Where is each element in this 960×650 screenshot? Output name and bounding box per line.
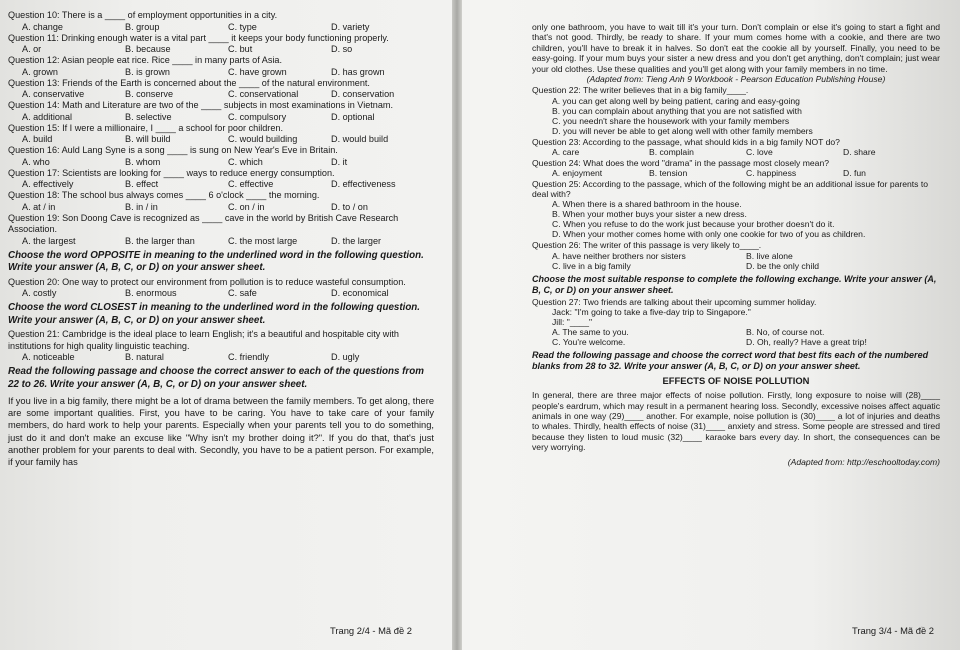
question-stem: Question 21: Cambridge is the ideal place to learn English; it's a beautiful and hospitable city with institutions for high quality linguistic teaching.	[8, 329, 399, 351]
question-stem: Question 15: If I were a millionaire, I ____ a school for poor children.	[8, 122, 283, 133]
question-19	[8, 213, 434, 247]
option-a: A. you can get along well by being patient, caring and easy-going	[552, 95, 800, 106]
instruction-passage: Read the following passage and choose the correct answer to each of the questions from 22 to 26. Write your answer (A, B, C, or D) on your answer sheet.	[8, 366, 424, 390]
option-a: A. care	[552, 146, 580, 157]
option-d: D. has grown	[331, 66, 385, 77]
options	[8, 202, 434, 213]
option-a: A. enjoyment	[552, 168, 603, 179]
option-b: B. because	[125, 44, 171, 54]
question-stem: Question 12: Asian people eat rice. Rice ____ in many parts of Asia.	[8, 55, 282, 65]
question-stem: Question 16: Auld Lang Syne is a song ____ is sung on New Year's Eve in Britain.	[8, 145, 338, 155]
option-d: D. fun	[843, 168, 866, 179]
options	[8, 112, 434, 123]
option-c: C. would building	[228, 134, 298, 144]
instruction-blanks: Read the following passage and choose the correct word that best fits each of the numbered blanks from 28 to 32. Write your answer (A, B, C, or D) on your answer sheet.	[532, 349, 929, 371]
page-footer: Trang 2/4 - Mã đề 2	[330, 625, 412, 636]
option-c: C. but	[228, 44, 253, 54]
option-d: D. variety	[331, 21, 370, 32]
question-stem: Question 19: Son Doong Cave is recognized as ____ cave in the world by British Cave Research Association.	[8, 212, 399, 234]
option-b: B. selective	[125, 111, 172, 122]
source-citation: (Adapted from: Tieng Anh 9 Workbook - Pearson Education Publishing House)	[586, 74, 886, 85]
option-c: C. on / in	[228, 201, 265, 212]
option-b: B. No, of course not.	[746, 326, 825, 337]
option-c: C. happiness	[746, 168, 797, 179]
option-d: D. economical	[331, 288, 389, 298]
question-22	[532, 85, 940, 135]
question-stem: Question 17: Scientists are looking for ____ ways to reduce energy consumption.	[8, 167, 335, 178]
question-25	[532, 179, 940, 239]
question-stem: Question 24: What does the word "drama" in the passage most closely mean?	[532, 157, 830, 168]
option-b: B. in / in	[125, 201, 158, 212]
option-b: B. whom	[125, 156, 161, 167]
question-10	[8, 10, 434, 33]
question-stem: Question 27: Two friends are talking about their upcoming summer holiday.	[532, 296, 817, 307]
options	[532, 337, 940, 347]
options	[532, 168, 940, 178]
option-d: D. conservation	[331, 89, 395, 99]
question-14	[8, 100, 434, 123]
option-a: A. who	[22, 156, 50, 167]
instruction-exchange: Choose the most suitable response to complete the following exchange. Write your answer (A, B, C, or D) on your answer sheet.	[532, 273, 937, 295]
option-c: C. You're welcome.	[552, 336, 626, 347]
options	[532, 251, 940, 261]
option-c: C. type	[228, 21, 257, 32]
options	[8, 89, 434, 100]
question-26	[532, 240, 940, 270]
option-c: C. effective	[228, 179, 274, 189]
question-21	[8, 329, 434, 363]
option-c: C. you needn't share the housework with your family members	[552, 115, 790, 126]
option-b: B. you can complain about anything that you are not satisfied with	[552, 105, 802, 116]
option-b: B. conserve	[125, 89, 174, 99]
instruction-closest: Choose the word CLOSEST in meaning to the underlined word in the following question. Write your answer (A, B, C, or D) on your answer sheet.	[8, 302, 421, 326]
option-a: A. effectively	[22, 179, 74, 189]
option-a: A. change	[22, 21, 63, 32]
question-18	[8, 190, 434, 213]
page-footer: Trang 3/4 - Mã đề 2	[852, 625, 934, 636]
option-c: C. When you refuse to do the work just because your brother doesn't do it.	[552, 219, 835, 230]
option-c: C. the most large	[228, 235, 298, 246]
option-c: C. compulsory	[228, 111, 287, 122]
option-d: D. you will never be able to get along well with other family members	[552, 125, 813, 136]
question-stem: Question 23: According to the passage, what should kids in a big family NOT do?	[532, 136, 840, 147]
options	[8, 67, 434, 78]
option-d: D. to / on	[331, 201, 368, 212]
right-page	[462, 0, 960, 650]
option-b: B. complain	[649, 146, 694, 157]
options	[8, 352, 434, 363]
option-a: A. noticeable	[22, 352, 75, 362]
options	[532, 327, 940, 337]
option-b: B. live alone	[746, 250, 793, 261]
option-a: A. costly	[22, 288, 57, 298]
dialogue-jack: Jack: "I'm going to take a five-day trip to Singapore."	[552, 306, 751, 317]
question-stem: Question 22: The writer believes that in a big family____.	[532, 85, 749, 96]
option-d: D. ugly	[331, 352, 360, 362]
option-d: D. it	[331, 156, 348, 167]
question-24	[532, 158, 940, 178]
question-stem: Question 13: Friends of the Earth is concerned about the ____ of the natural environment.	[8, 77, 370, 88]
option-a: A. or	[22, 44, 42, 54]
option-b: B. will build	[125, 134, 171, 144]
question-27	[532, 297, 940, 347]
question-17	[8, 168, 434, 191]
options	[532, 147, 940, 157]
book-gutter	[452, 0, 462, 650]
option-c: C. live in a big family	[552, 260, 631, 271]
options	[8, 179, 434, 190]
option-c: C. love	[746, 146, 773, 157]
question-11	[8, 33, 434, 56]
option-a: A. conservative	[22, 89, 85, 99]
option-a: A. build	[22, 134, 53, 144]
left-page	[0, 0, 452, 650]
option-d: D. so	[331, 44, 353, 54]
option-c: C. conservational	[228, 89, 299, 99]
options	[8, 134, 434, 145]
options	[8, 22, 434, 33]
option-b: B. group	[125, 21, 160, 32]
option-b: B. When your mother buys your sister a new dress.	[552, 209, 747, 220]
instruction-opposite: Choose the word OPPOSITE in meaning to the underlined word in the following question. Write your answer (A, B, C, or D) on your answer sheet.	[8, 249, 424, 273]
options	[8, 236, 434, 247]
option-d: D. the larger	[331, 235, 382, 246]
option-a: A. have neither brothers nor sisters	[552, 250, 686, 261]
option-a: A. at / in	[22, 201, 56, 212]
option-d: D. effectiveness	[331, 179, 396, 189]
question-stem: Question 25: According to the passage, which of the following might be an additional issue for parents to deal with?	[532, 179, 929, 200]
question-13	[8, 78, 434, 101]
option-b: B. effect	[125, 179, 159, 189]
options	[8, 288, 434, 299]
option-c: C. have grown	[228, 66, 287, 77]
question-15	[8, 123, 434, 146]
passage-continuation: only one bathroom, you have to wait till it's your turn. Don't complain or else it's going to start a fight and that's not good. Thirdly, be ready to share. If your mum comes home with a cookie, and there are two children, you'll have to break it in halves. So don't eat the cookie all by yourself. Finally, you need to be easy-going. If your mum buys your sister a new dress and you don't get anything, don't complain; just wear your old clothes. Use these qualities and you'll get along with your family members in no time.	[532, 22, 940, 74]
option-d: D. When your mother comes home with only one cookie for two of you as children.	[552, 229, 866, 240]
question-stem: Question 10: There is a ____ of employment opportunities in a city.	[8, 10, 278, 20]
option-b: B. tension	[649, 168, 688, 179]
option-d: D. be the only child	[746, 260, 820, 271]
option-d: D. optional	[331, 111, 375, 122]
question-12	[8, 55, 434, 78]
option-c: C. which	[228, 156, 263, 167]
cloze-passage: In general, there are three major effects of noise pollution. Firstly, long exposure to noise will (28)____ people's eardrum, which may result in a permanent hearing loss. Secondly, excessive noises affect aquatic animals in one way (29)____ another. For example, noise pollution is (30)____ a lot of injuries and deaths to whales. Thirdly, health effects of noise (31)____ anxiety and stress. Some people are stressed and tired because they listen to loud music (32)____ karaoke bars every day. In short, the consequences can be very worrying.	[532, 390, 940, 453]
option-d: D. share	[843, 146, 876, 157]
question-16	[8, 145, 434, 168]
option-a: A. the largest	[22, 235, 76, 246]
question-stem: Question 20: One way to protect our environment from pollution is to reduce wasteful consumption.	[8, 276, 406, 287]
dialogue-jill: Jill: "____"	[552, 316, 593, 327]
question-stem: Question 26: The writer of this passage is very likely to____.	[532, 240, 762, 251]
option-a: A. When there is a shared bathroom in the house.	[552, 199, 742, 210]
question-stem: Question 11: Drinking enough water is a vital part ____ it keeps your body functioning properly.	[8, 32, 389, 43]
option-c: C. safe	[228, 288, 257, 298]
reading-passage: If you live in a big family, there might be a lot of drama between the family members. To get along, there are some important qualities. First, you have to be caring. You have to take care of your family members, do hard work to help your parents. Especially when your parents tell you to do something, just do it and don't make an excuse like "Why isn't my brother doing it?". If you do that, that's just another problem for your parents to deal with. Secondly, you have to be a patient person. For example, if your family has	[8, 396, 434, 468]
source-citation: (Adapted from: http://eschooltoday.com)	[787, 456, 940, 467]
options	[8, 44, 434, 55]
option-b: B. enormous	[125, 288, 177, 298]
options	[8, 157, 434, 168]
option-d: D. Oh, really? Have a great trip!	[746, 336, 867, 347]
passage-title: EFFECTS OF NOISE POLLUTION	[662, 374, 810, 386]
option-a: A. The same to you.	[552, 326, 629, 337]
question-stem: Question 18: The school bus always comes ____ 6 o'clock ____ the morning.	[8, 190, 320, 200]
options	[532, 261, 940, 271]
question-stem: Question 14: Math and Literature are two of the ____ subjects in most examinations in Vietnam.	[8, 100, 394, 110]
option-a: A. additional	[22, 111, 73, 122]
option-c: C. friendly	[228, 352, 269, 362]
option-b: B. the larger than	[125, 235, 195, 246]
option-a: A. grown	[22, 66, 58, 77]
option-b: B. natural	[125, 352, 164, 362]
question-20	[8, 277, 434, 300]
question-23	[532, 137, 940, 157]
option-d: D. would build	[331, 134, 389, 144]
option-b: B. is grown	[125, 66, 170, 77]
